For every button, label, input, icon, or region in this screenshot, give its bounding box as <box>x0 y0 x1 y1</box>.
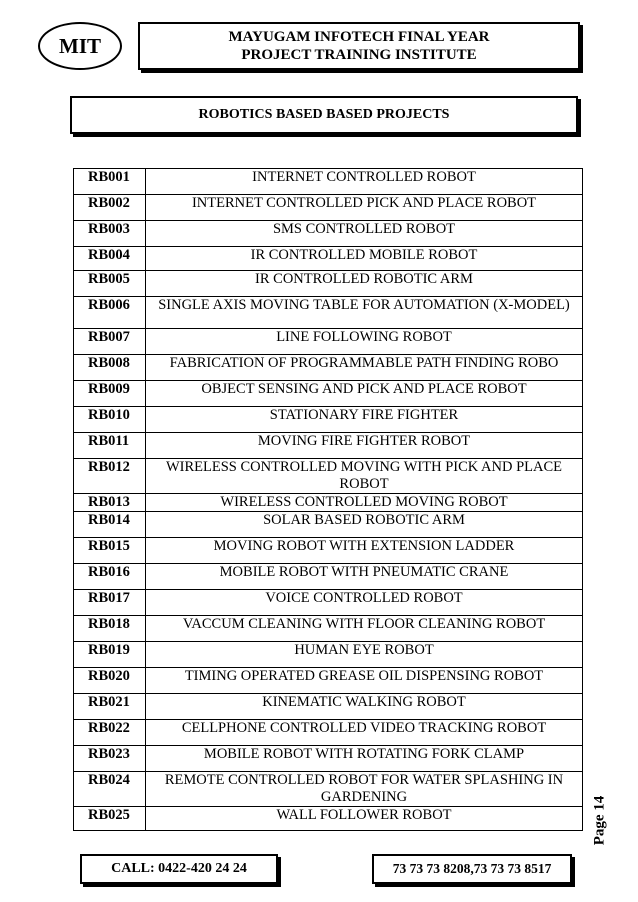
project-code: RB023 <box>74 746 146 772</box>
project-title: SOLAR BASED ROBOTIC ARM <box>146 512 583 538</box>
project-title: OBJECT SENSING AND PICK AND PLACE ROBOT <box>146 381 583 407</box>
project-code: RB007 <box>74 329 146 355</box>
table-row <box>74 668 583 694</box>
project-title: IR CONTROLLED ROBOTIC ARM <box>146 271 583 297</box>
project-code: RB019 <box>74 642 146 668</box>
project-code: RB008 <box>74 355 146 381</box>
project-code: RB015 <box>74 538 146 564</box>
project-code: RB009 <box>74 381 146 407</box>
project-title: MOVING FIRE FIGHTER ROBOT <box>146 433 583 459</box>
logo-text: MIT <box>59 33 101 58</box>
table-row <box>74 512 583 538</box>
project-code: RB014 <box>74 512 146 538</box>
page-number <box>586 790 614 850</box>
page-number-text: Page 14 <box>591 795 608 845</box>
table-row <box>74 407 583 433</box>
project-title: CELLPHONE CONTROLLED VIDEO TRACKING ROBOT <box>146 720 583 746</box>
table-row <box>74 694 583 720</box>
footer-call-box <box>80 854 278 884</box>
project-title: FABRICATION OF PROGRAMMABLE PATH FINDING ROBO <box>146 355 583 381</box>
project-title: WALL FOLLOWER ROBOT <box>146 807 583 831</box>
table-row <box>74 772 583 807</box>
project-title: MOBILE ROBOT WITH PNEUMATIC CRANE <box>146 564 583 590</box>
project-title: WIRELESS CONTROLLED MOVING ROBOT <box>146 494 583 512</box>
table-row <box>74 590 583 616</box>
project-title: MOVING ROBOT WITH EXTENSION LADDER <box>146 538 583 564</box>
footer-phones-text: 73 73 73 8208,73 73 73 8517 <box>392 861 552 876</box>
project-code: RB004 <box>74 247 146 271</box>
project-title: MOBILE ROBOT WITH ROTATING FORK CLAMP <box>146 746 583 772</box>
project-code: RB003 <box>74 221 146 247</box>
table-row <box>74 297 583 329</box>
project-code: RB011 <box>74 433 146 459</box>
table-row <box>74 169 583 195</box>
project-title: INTERNET CONTROLLED ROBOT <box>146 169 583 195</box>
header-line-1: MAYUGAM INFOTECH FINAL YEAR <box>228 29 490 45</box>
table-row <box>74 271 583 297</box>
section-title-box <box>70 96 578 134</box>
project-code: RB002 <box>74 195 146 221</box>
table-row <box>74 247 583 271</box>
project-title: KINEMATIC WALKING ROBOT <box>146 694 583 720</box>
project-title: TIMING OPERATED GREASE OIL DISPENSING ROBOT <box>146 668 583 694</box>
project-code: RB001 <box>74 169 146 195</box>
project-title: IR CONTROLLED MOBILE ROBOT <box>146 247 583 271</box>
project-title: HUMAN EYE ROBOT <box>146 642 583 668</box>
project-title: LINE FOLLOWING ROBOT <box>146 329 583 355</box>
project-code: RB012 <box>74 459 146 494</box>
table-row <box>74 329 583 355</box>
project-title: SMS CONTROLLED ROBOT <box>146 221 583 247</box>
project-code: RB021 <box>74 694 146 720</box>
project-code: RB024 <box>74 772 146 807</box>
table-row <box>74 433 583 459</box>
project-title: WIRELESS CONTROLLED MOVING WITH PICK AND PLACE ROBOT <box>146 459 583 494</box>
project-title: INTERNET CONTROLLED PICK AND PLACE ROBOT <box>146 195 583 221</box>
table-row <box>74 807 583 831</box>
project-code: RB010 <box>74 407 146 433</box>
project-title: VOICE CONTROLLED ROBOT <box>146 590 583 616</box>
table-row <box>74 381 583 407</box>
section-title: ROBOTICS BASED BASED PROJECTS <box>198 107 450 122</box>
table-row <box>74 642 583 668</box>
table-row <box>74 564 583 590</box>
institute-header <box>138 22 580 70</box>
project-code: RB020 <box>74 668 146 694</box>
project-code: RB005 <box>74 271 146 297</box>
project-title: SINGLE AXIS MOVING TABLE FOR AUTOMATION (X-MODEL) <box>146 297 583 329</box>
table-row <box>74 494 583 512</box>
table-row <box>74 746 583 772</box>
project-code: RB016 <box>74 564 146 590</box>
table-row <box>74 221 583 247</box>
footer-call-text: CALL: 0422-420 24 24 <box>111 861 247 876</box>
project-title: VACCUM CLEANING WITH FLOOR CLEANING ROBOT <box>146 616 583 642</box>
project-code: RB018 <box>74 616 146 642</box>
project-title: STATIONARY FIRE FIGHTER <box>146 407 583 433</box>
table-row <box>74 355 583 381</box>
table-row <box>74 720 583 746</box>
project-table <box>73 168 583 831</box>
table-row <box>74 616 583 642</box>
project-code: RB006 <box>74 297 146 329</box>
table-row <box>74 195 583 221</box>
footer-phones-box <box>372 854 572 884</box>
table-row <box>74 459 583 494</box>
table-row <box>74 538 583 564</box>
project-code: RB025 <box>74 807 146 831</box>
project-code: RB022 <box>74 720 146 746</box>
header-line-2: PROJECT TRAINING INSTITUTE <box>241 47 477 63</box>
project-title: REMOTE CONTROLLED ROBOT FOR WATER SPLASHING IN GARDENING <box>146 772 583 807</box>
project-code: RB017 <box>74 590 146 616</box>
institute-logo <box>38 22 122 70</box>
project-code: RB013 <box>74 494 146 512</box>
